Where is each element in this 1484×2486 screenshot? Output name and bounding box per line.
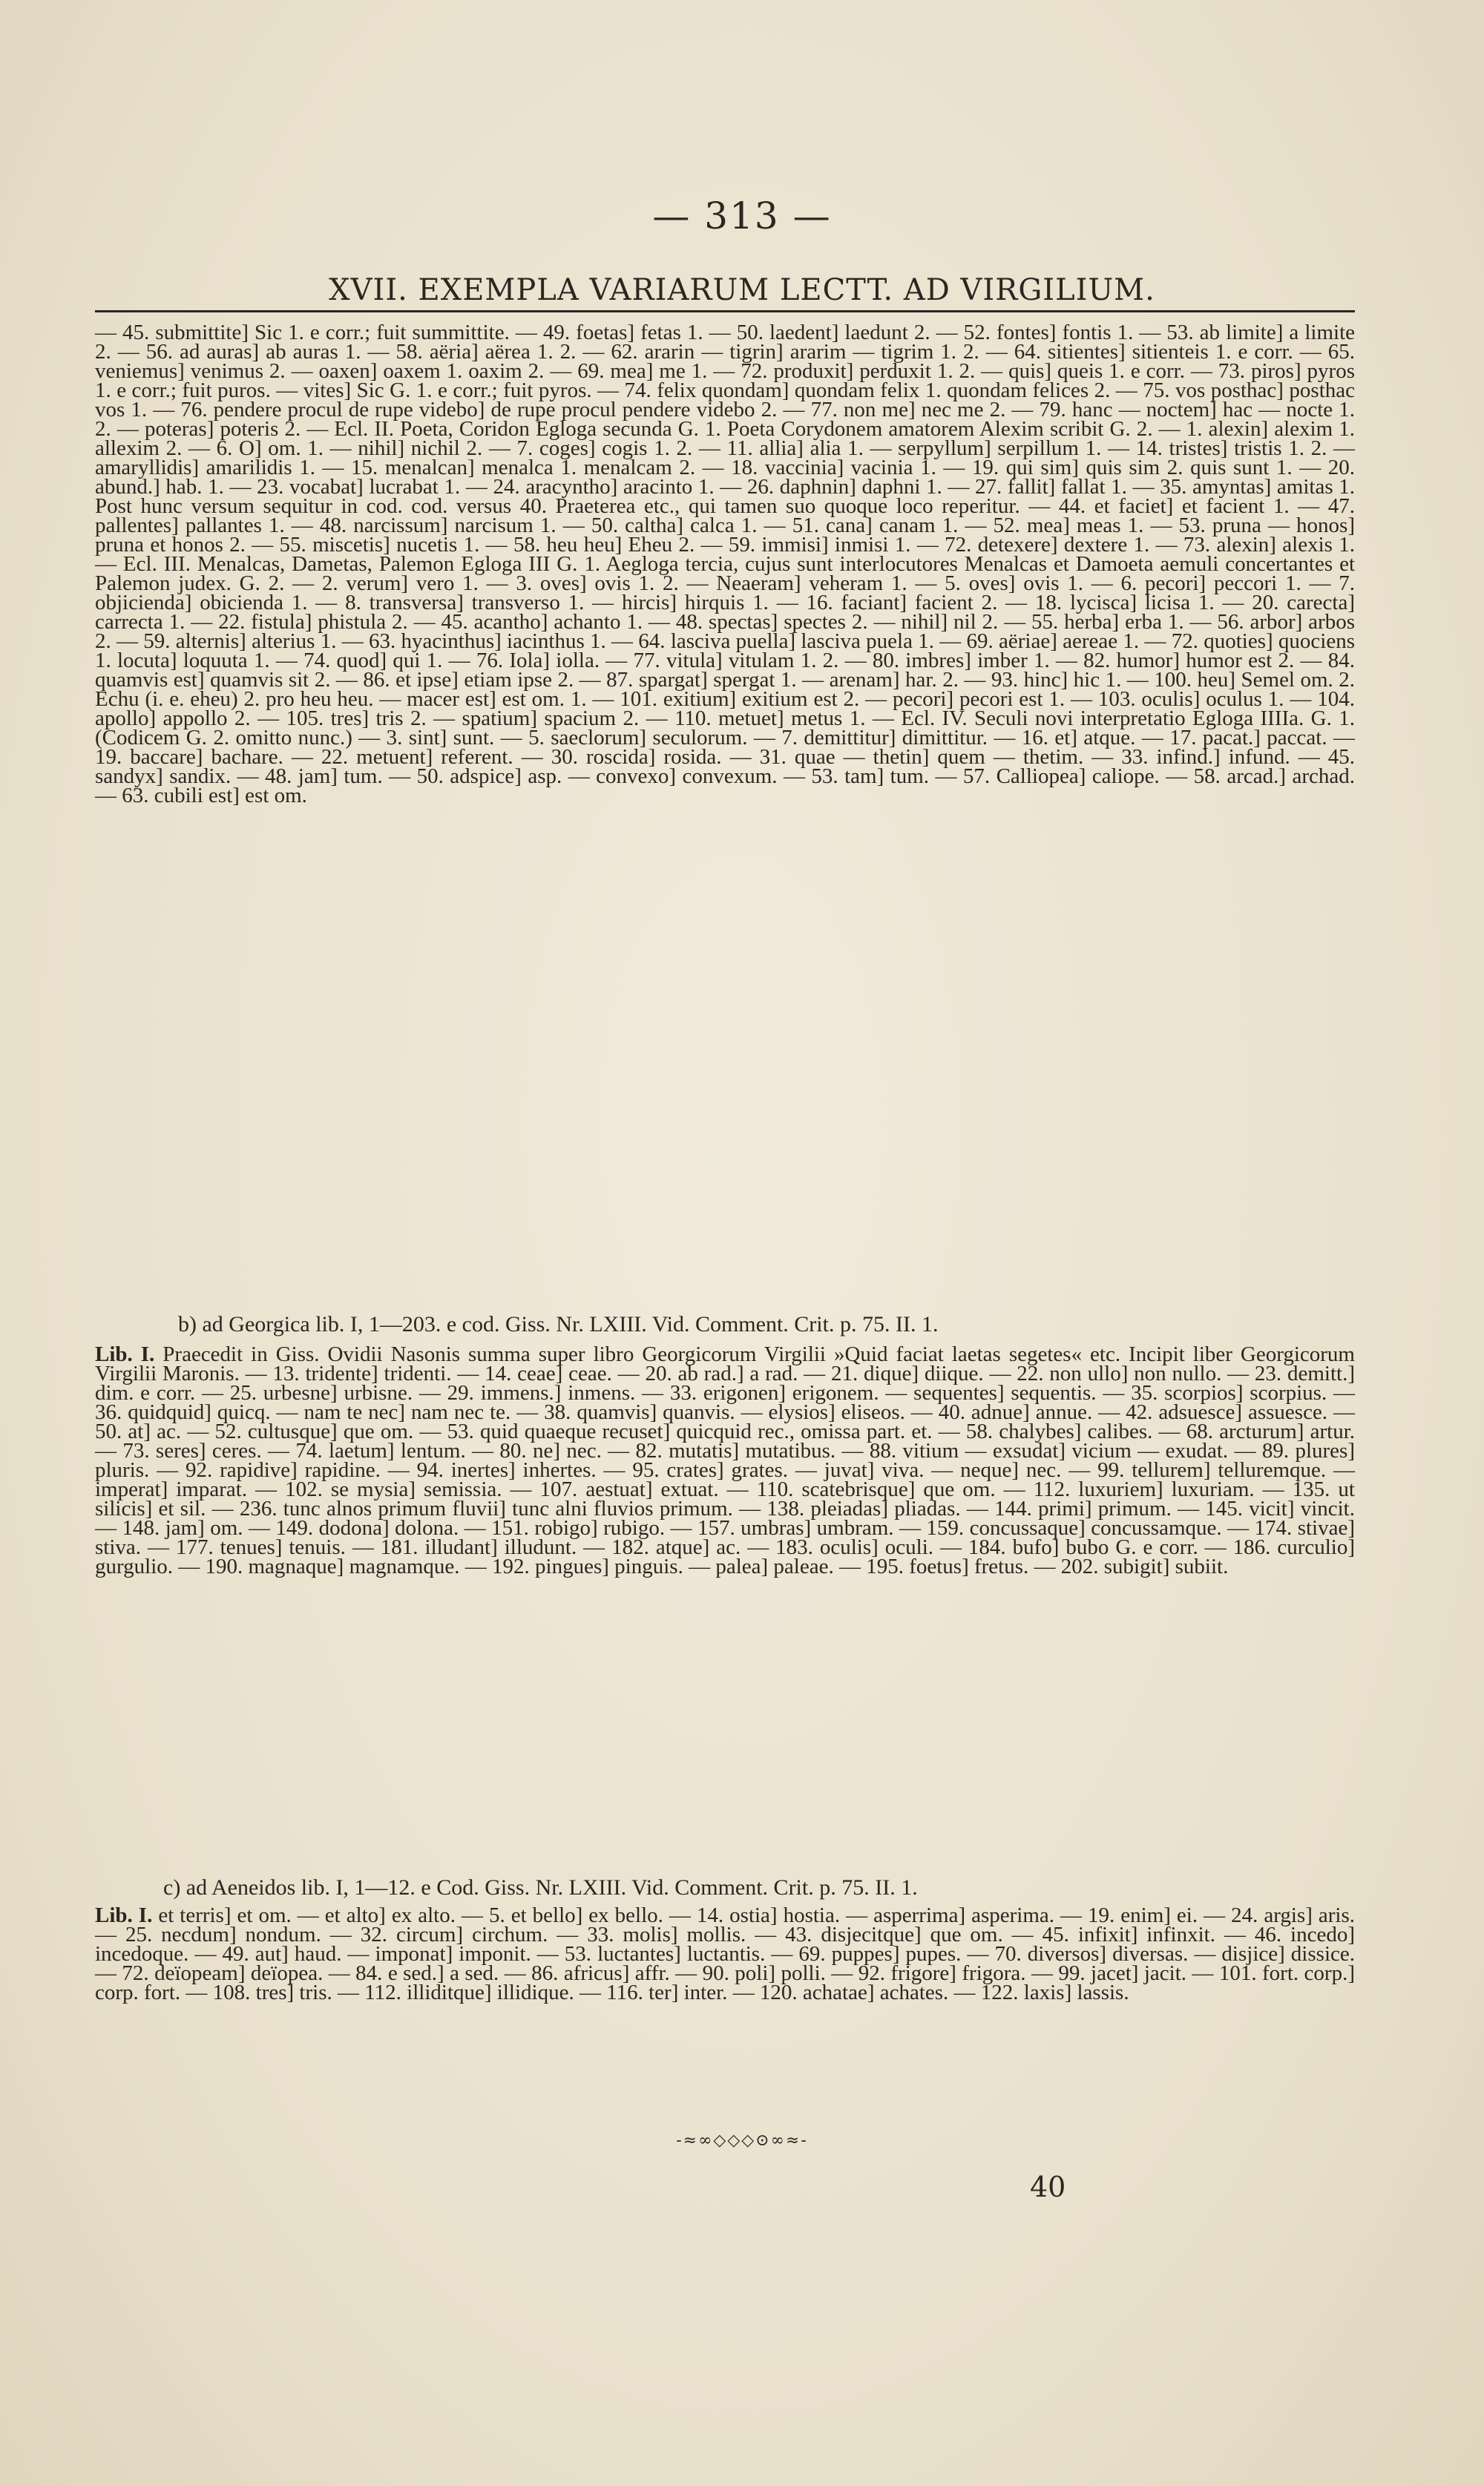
- georgica-variant-readings: [95, 1342, 1355, 1823]
- aeneid-section-title: c) ad Aeneidos lib. I, 1—12. e Cod. Giss. Nr. LXIII. Vid. Comment. Crit. p. 75. II. 1.: [163, 1875, 918, 1900]
- georgica-section-title: b) ad Georgica lib. I, 1—203. e cod. Giss. Nr. LXIII. Vid. Comment. Crit. p. 75. II. 1.: [178, 1312, 939, 1337]
- page-number: — 313 —: [652, 194, 832, 237]
- heading-rule: [95, 310, 1355, 312]
- aeneid-paragraph: [95, 1903, 1356, 2004]
- eclogues-text: — 45. submittite] Sic 1. e corr.; fuit summittite. — 49. foetas] fetas 1. — 50. laedent] laedunt 2. — 52. fontes] fontis 1. — 53. ab limite] a limite 2. — 56. ad auras] ab auras 1. — 58. aëria] aërea 1. 2. — 62. ararin — tigrin] ararim — tigrim 1. 2. — 64. sitientes] sitienteis 1. e corr. — 65. veniemus] venimus 2. — oaxen] oaxem 1. oaxim 2. — 69. mea] me 1. — 72. produxit] perduxit 1. 2. — quis] queis 1. e corr. — 73. piros] pyros 1. e corr.; fuit puros. — vites] Sic G. 1. e corr.; fuit pyros. — 74. felix quondam] quondam felix 1. quondam felices 2. — 75. vos posthac] posthac vos 1. — 76. pendere procul de rupe videbo] de rupe procul pendere videbo 2. — 77. non me] nec me 2. — 79. hanc — noctem] hac — nocte 1. 2. — poteras] poteris 2. — Ecl. II. Poeta, Coridon Egloga secunda G. 1. Poeta Corydonem amatorem Alexim scribit G. 2. — 1. alexin] alexim 1. allexim 2. — 6. O] om. 1. — nihil] nichil 2. — 7. coges] cogis 1. 2. — 11. allia] alia 1. — serpyllum] serpillum 1. — 14. tristes] tristis 1. 2. — amaryllidis] amarilidis 1. — 15. menalcan] menalca 1. menalcam 2. — 18. vaccinia] vacinia 1. — 19. qui sim] quis sim 2. quis sunt 1. — 20. abund.] hab. 1. — 23. vocabat] lucrabat 1. — 24. aracyntho] aracinto 1. — 26. daphnin] daphni 1. — 27. fallit] fallat 1. — 35. amyntas] amitas 1. Post hunc versum sequitur in cod. cod. versus 40. Praeterea etc., qui tamen suo quoque loco reperitur. — 44. et faciet] et facient 1. — 47. pallentes] pallantes 1. — 48. narcissum] narcisum 1. — 50. caltha] calca 1. — 51. cana] canam 1. — 52. mea] meas 1. — 53. pruna — honos] pruna et honos 2. — 55. miscetis] nucetis 1. — 58. heu heu] Eheu 2. — 59. immisi] inmisi 1. — 72. detexere] dextere 1. — 73. alexin] alexis 1. — Ecl. III. Menalcas, Dametas, Palemon Egloga III G. 1. Aegloga tercia, cujus sunt interlocutores Menalcas et Damoeta aemuli concertantes et Palemon judex. G. 2. — 2. verum] vero 1. — 3. oves] ovis 1. 2. — Neaeram] veheram 1. — 5. oves] ovis 1. — 6. pecori] peccori 1. — 7. objicienda] obicienda 1. — 8. transversa] transverso 1. — hircis] hirquis 1. — 16. faciant] facient 2. — 18. lycisca] licisa 1. — 20. carecta] carrecta 1. — 22. fistula] phistula 2. — 45. acantho] achanto 1. — 48. spectas] spectes 2. — nihil] nil 2. — 55. herba] erba 1. — 56. arbor] arbos 2. — 59. alternis] alterius 1. — 63. hyacinthus] iacinthus 1. — 64. lasciva puella] lasciva puela 1. — 69. aëriae] aereae 1. — 72. quoties] quociens 1. locuta] loquuta 1. — 74. quod] qui 1. — 76. Iola] iolla. — 77. vitula] vitulam 1. 2. — 80. imbres] imber 1. — 82. humor] humor est 2. — 84. quamvis est] quamvis sit 2. — 86. et ipse] etiam ipse 2. — 87. spargat] spergat 1. — arenam] har. 2. — 93. hinc] hic 1. — 100. heu] Semel om. 2. Echu (i. e. eheu) 2. pro heu heu. — macer est] est om. 1. — 101. exitium] exitium est 2. — pecori] pecori est 1. — 103. oculis] oculus 1. — 104. apollo] appollo 2. — 105. tres] tris 2. — spatium] spacium 2. — 110. metuet] metus 1. — Ecl. IV. Seculi novi interpretatio Egloga IIIIa. G. 1. (Codicem G. 2. omitto nunc.) — 3. sint] sunt. — 5. saeclorum] seculorum. — 7. demittitur] dimittitur. — 16. et] atque. — 17. pacat.] paccat. — 19. baccare] bachare. — 22. metuent] referent. — 30. roscida] rosida. — 31. quae — thetin] quem — thetim. — 33. infind.] infund. — 45. sandyx] sandix. — 48. jam] tum. — 50. adspice] asp. — convexo] convexum. — 53. tam] tum. — 57. Calliopea] caliope. — 58. arcad.] archad. — 63. cubili est] est om.: [95, 321, 1355, 807]
- aeneid-variant-readings: [95, 1903, 1356, 2099]
- georgica-lib-label: Lib. I.: [95, 1342, 155, 1366]
- decorative-ornament: -≈∞◇◇◇⊙∞≈-: [676, 2131, 808, 2150]
- georgica-text: Praecedit in Giss. Ovidii Nasonis summa super libro Georgicorum Virgilii »Quid faciat laetas segetes« etc. Incipit liber Georgicorum Virgilii Maronis. — 13. tridente] tridenti. — 14. ceae] ceae. — 20. ab rad.] a rad. — 21. dique] diique. — 22. non ullo] non nullo. — 23. demitt.] dim. e corr. — 25. urbesne] urbisne. — 29. immens.] inmens. — 33. erigonen] erigonem. — sequentes] sequentis. — 35. scorpios] scorpius. — 36. quidquid] quicq. — nam te nec] nam nec te. — 38. quamvis] quanvis. — elysios] eliseos. — 40. adnue] annue. — 42. adsuesce] assuesce. — 50. at] ac. — 52. cultusque] que om. — 53. quid quaeque recuset] quicquid rec., omissa part. et. — 58. chalybes] calibes. — 68. arcturum] artur. — 73. seres] ceres. — 74. laetum] lentum. — 80. ne] nec. — 82. mutatis] mutatibus. — 88. vitium — exsudat] vicium — exudat. — 89. plures] pluris. — 92. rapidive] rapidine. — 94. inertes] inhertes. — 95. crates] grates. — juvat] viva. — neque] nec. — 99. tellurem] telluremque. — imperat] imparat. — 102. se mysia] semissia. — 107. aestuat] extuat. — 110. scatebrisque] que om. — 112. luxuriem] luxuriam. — 135. ut silicis] et sil. — 236. tunc alnos primum fluvii] tunc alni fluvios primum. — 138. pleiadas] pliadas. — 144. primi] primum. — 145. vicit] vincit. — 148. jam] om. — 149. dodona] dolona. — 151. robigo] rubigo. — 157. umbras] umbram. — 159. concussaque] concussamque. — 174. stivae] stiva. — 177. tenues] tenuis. — 181. illudant] illudunt. — 182. atque] ac. — 183. oculis] oculi. — 184. bufo] bubo G. e corr. — 186. curculio] gurgulio. — 190. magnaque] magnamque. — 192. pingues] pinguis. — palea] paleae. — 195. foetus] fretus. — 202. subigit] subiit.: [95, 1342, 1355, 1578]
- aeneid-lib-label: Lib. I.: [95, 1903, 153, 1927]
- chapter-heading: XVII. EXEMPLA VARIARUM LECTT. AD VIRGILIUM.: [329, 273, 1155, 307]
- aeneid-text: et terris] et om. — et alto] ex alto. — 5. et bello] ex bello. — 14. ostia] hostia. — asperrima] asperima. — 19. enim] ei. — 24. argis] aris. — 25. necdum] nondum. — 32. circum] circhum. — 33. molis] mollis. — 43. disjecitque] que om. — 45. infixit] infinxit. — 46. incedo] incedoque. — 49. aut] haud. — imponat] imponit. — 53. luctantes] luctantis. — 69. puppes] pupes. — 70. diversos] diversas. — disjice] dissice. — 72. deïopeam] deïopea. — 84. e sed.] a sed. — 86. africus] affr. — 90. poli] polli. — 92. frigore] frigora. — 99. jacet] jacit. — 101. fort. corp.] corp. fort. — 108. tres] tris. — 112. illiditque] illidique. — 116. ter] inter. — 120. achatae] achates. — 122. laxis] lassis.: [95, 1903, 1356, 2004]
- signature-mark: 40: [1030, 2171, 1066, 2203]
- eclogues-variant-readings: [95, 323, 1355, 1264]
- georgica-paragraph: [95, 1342, 1355, 1578]
